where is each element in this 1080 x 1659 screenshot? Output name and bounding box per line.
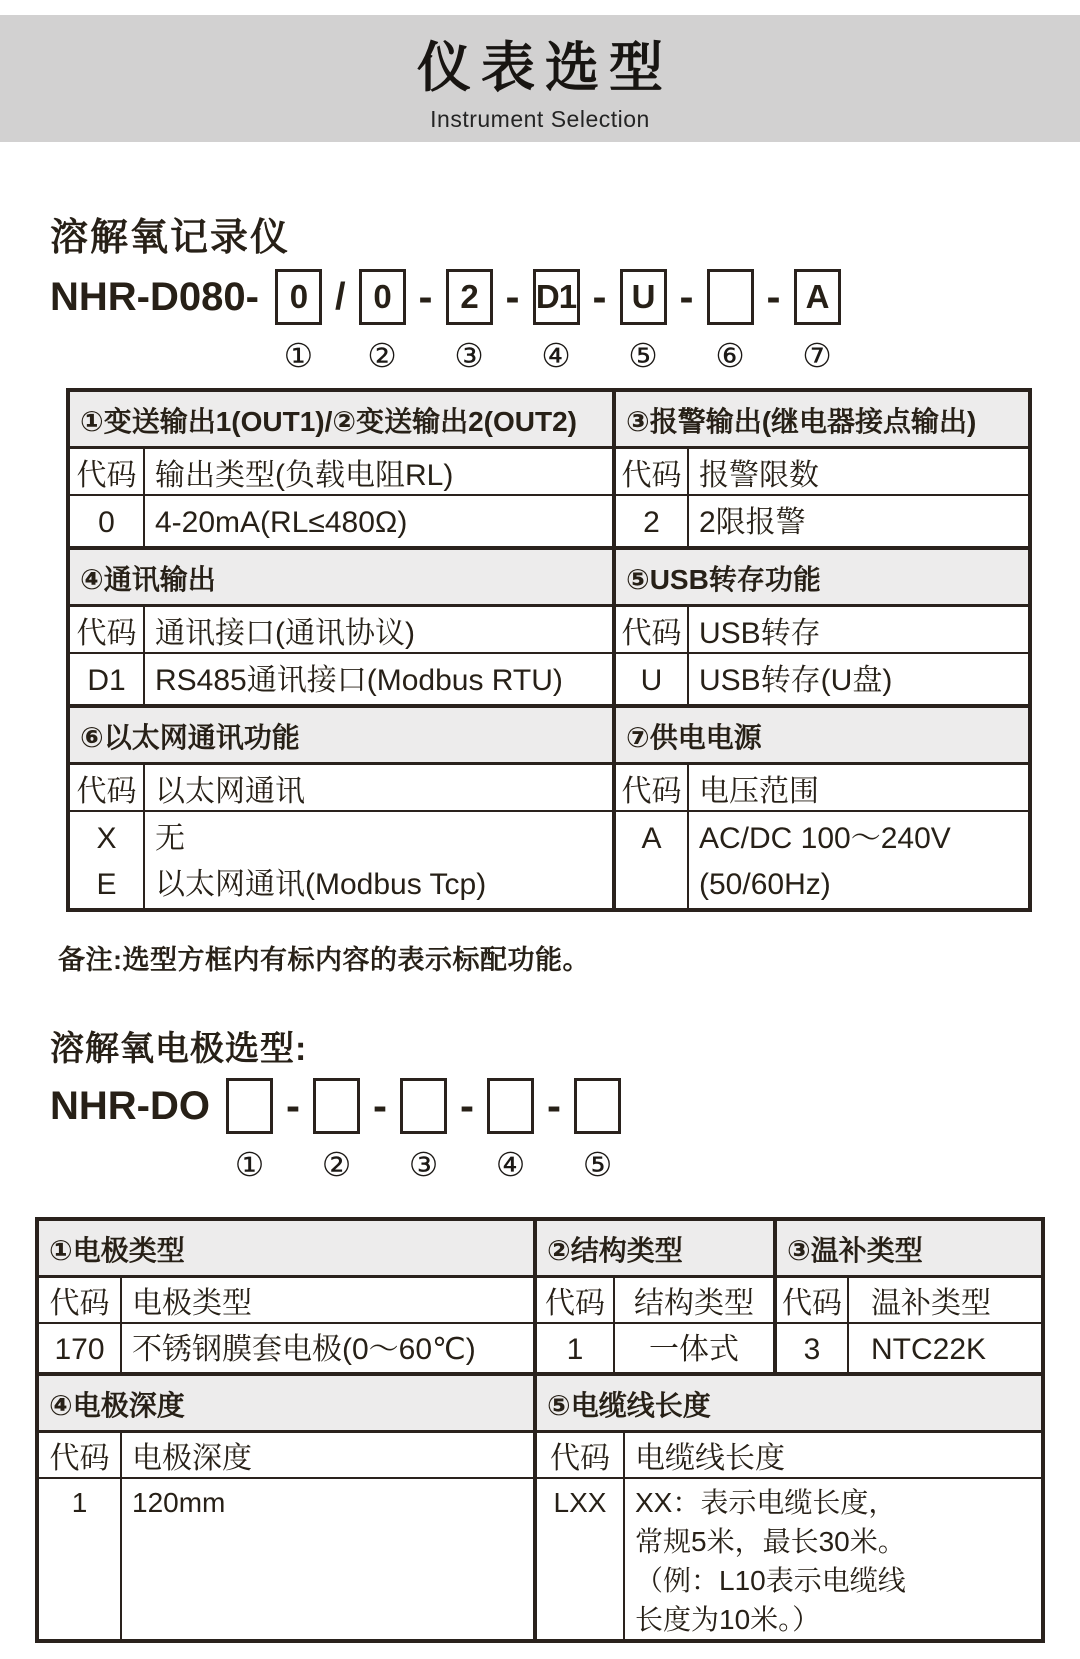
- electrode-model-prefix: NHR-DO: [50, 1084, 210, 1128]
- model-slot-1: [275, 269, 322, 374]
- table1-ethernet-code-x: X: [96, 822, 117, 855]
- table1-out-code: 0: [98, 506, 115, 539]
- table2-temp-comp-desc: NTC22K: [871, 1333, 987, 1366]
- table1-usb-code-col: [616, 654, 689, 704]
- electrode-selection-table: [35, 1217, 1045, 1643]
- table1-row-3: [70, 704, 1028, 908]
- table2-electrode-depth-label-row: [39, 1433, 533, 1479]
- table2-cable-length-desc-col: [625, 1479, 1041, 1639]
- model-box-1: 0: [275, 269, 322, 325]
- table2-structure-type-code: 1: [566, 1333, 584, 1366]
- electrode-slot-4: [487, 1078, 534, 1183]
- model-box-6: [707, 269, 754, 325]
- electrode-box-2: [313, 1078, 360, 1134]
- table1-comm-label-row: [70, 607, 612, 654]
- table2-structure-type-data: [537, 1324, 773, 1372]
- table1-alarm-desc: 2限报警: [699, 506, 806, 539]
- table2-electrode-depth-code: 1: [71, 1487, 88, 1518]
- table2-electrode-type-desc: 不锈钢膜套电极(0～60℃): [132, 1333, 476, 1366]
- table1-section-comm-header: ④通讯输出: [70, 550, 612, 607]
- table1-section-alarm: [612, 392, 1028, 546]
- table1-ethernet-code-e: E: [96, 868, 117, 901]
- table2-section-temp-comp: [773, 1221, 1041, 1372]
- table2-electrode-type-code-col: [39, 1324, 122, 1372]
- table2-structure-type-desc: 一体式: [649, 1333, 739, 1366]
- model-slot-7: [794, 269, 841, 374]
- table2-electrode-type-data: [39, 1324, 533, 1372]
- table1-out-code-col: [70, 496, 145, 546]
- electrode-box-3: [400, 1078, 447, 1134]
- table1-out-data: [70, 496, 612, 546]
- table1-section-comm: [70, 550, 612, 704]
- table2-cable-length-desc: XX：表示电缆长度， 常规5米，最长30米。 （例：L10表示电缆线 长度为10米。）: [635, 1487, 906, 1635]
- recorder-selection-table: [66, 388, 1032, 912]
- model-separator-6: -: [766, 273, 781, 320]
- table1-section-usb-header: ⑤USB转存功能: [616, 550, 1028, 607]
- table2-row-top: [39, 1221, 1041, 1372]
- table1-ethernet-col-label: 以太网通讯: [155, 774, 305, 808]
- model-separator-3: -: [505, 273, 520, 320]
- table2-electrode-type-code: 170: [54, 1333, 105, 1366]
- table2-electrode-type-header: ①电极类型: [39, 1221, 533, 1278]
- table2-cable-length-label-row: [537, 1433, 1041, 1479]
- table1-out-desc-col: [145, 496, 612, 546]
- electrode-num-4: ④: [495, 1145, 526, 1184]
- table1-power-desc-col: [689, 812, 1028, 908]
- table2-electrode-depth-header: ④电极深度: [39, 1376, 533, 1433]
- recorder-model-code: [50, 269, 1080, 374]
- electrode-slot-2: [313, 1078, 360, 1183]
- electrode-separator-1: -: [285, 1082, 300, 1129]
- table1-section-ethernet: [70, 708, 612, 908]
- table1-out-desc: 4-20mA(RL≤480Ω): [155, 506, 408, 539]
- table1-alarm-label-row: [616, 449, 1028, 496]
- table1-section-out-header: ①变送输出1(OUT1)/②变送输出2(OUT2): [70, 392, 612, 449]
- recorder-model-prefix: NHR-D080-: [50, 275, 259, 319]
- code-column-label: 代码: [70, 607, 145, 652]
- model-slot-3: [446, 269, 493, 374]
- electrode-box-5: [574, 1078, 621, 1134]
- model-slot-4: [533, 269, 580, 374]
- electrode-num-1: ①: [234, 1145, 265, 1184]
- table1-power-desc: AC/DC 100～240V (50/60Hz): [699, 822, 951, 901]
- model-num-5: ⑤: [628, 336, 658, 375]
- table1-ethernet-code-col: [70, 812, 145, 908]
- table1-alarm-col-label: 报警限数: [699, 458, 819, 492]
- table1-comm-desc-col: [145, 654, 612, 704]
- electrode-separator-3: -: [459, 1082, 474, 1129]
- model-num-3: ③: [454, 336, 484, 375]
- electrode-num-2: ②: [321, 1145, 352, 1184]
- table2-cable-length-code: LXX: [553, 1487, 607, 1518]
- electrode-box-1: [226, 1078, 273, 1134]
- table1-ethernet-desc-e: 以太网通讯(Modbus Tcp): [155, 868, 487, 901]
- table2-electrode-depth-data: [39, 1479, 533, 1639]
- code-column-label: 代码: [616, 765, 689, 810]
- table2-section-electrode-type: [39, 1221, 533, 1372]
- model-box-2: 0: [359, 269, 406, 325]
- model-num-2: ②: [367, 336, 397, 375]
- code-column-label: 代码: [616, 449, 689, 494]
- table2-electrode-type-desc-col: [122, 1324, 533, 1372]
- table1-alarm-code-col: [616, 496, 689, 546]
- table1-alarm-desc-col: [689, 496, 1028, 546]
- model-num-7: ⑦: [802, 336, 832, 375]
- electrode-title: 溶解氧电极选型:: [50, 1030, 308, 1068]
- table2-electrode-depth-desc: 120mm: [132, 1487, 226, 1518]
- table2-temp-comp-code-col: [777, 1324, 849, 1372]
- table2-structure-type-col-label: 结构类型: [634, 1287, 754, 1320]
- table2-cable-length-header: ⑤电缆线长度: [537, 1376, 1041, 1433]
- table1-section-power-header: ⑦供电电源: [616, 708, 1028, 765]
- code-column-label: 代码: [39, 1433, 122, 1477]
- table1-usb-desc-col: [689, 654, 1028, 704]
- model-num-6: ⑥: [715, 336, 745, 375]
- table2-temp-comp-desc-col: [849, 1324, 1041, 1372]
- table2-temp-comp-label-row: [777, 1278, 1041, 1324]
- table1-power-data: [616, 812, 1028, 908]
- table2-section-cable-length: [533, 1376, 1041, 1639]
- electrode-num-3: ③: [408, 1145, 439, 1184]
- table2-temp-comp-col-label: 温补类型: [871, 1287, 991, 1320]
- table1-section-ethernet-header: ⑥以太网通讯功能: [70, 708, 612, 765]
- electrode-num-5: ⑤: [582, 1145, 613, 1184]
- model-num-4: ④: [541, 336, 571, 375]
- code-column-label: 代码: [616, 607, 689, 652]
- electrode-separator-2: -: [372, 1082, 387, 1129]
- code-column-label: 代码: [537, 1278, 615, 1322]
- table2-cable-length-data: [537, 1479, 1041, 1639]
- table1-out-label-row: [70, 449, 612, 496]
- note-text: 备注:选型方框内有标内容的表示标配功能。: [58, 945, 590, 975]
- table1-power-code-col: [616, 812, 689, 908]
- page-title: 仪表选型: [417, 37, 673, 98]
- recorder-title: 溶解氧记录仪: [50, 217, 291, 259]
- model-separator-4: -: [592, 273, 607, 320]
- table1-power-label-row: [616, 765, 1028, 812]
- code-column-label: 代码: [70, 449, 145, 494]
- model-slot-6: [707, 269, 754, 374]
- table2-structure-type-desc-col: [615, 1324, 773, 1372]
- code-column-label: 代码: [537, 1433, 625, 1477]
- electrode-slot-3: [400, 1078, 447, 1183]
- model-slot-2: [359, 269, 406, 374]
- table2-structure-type-code-col: [537, 1324, 615, 1372]
- table1-usb-data: [616, 654, 1028, 704]
- table1-power-col-label: 电压范围: [699, 774, 819, 808]
- model-box-5: U: [620, 269, 667, 325]
- table1-usb-desc: USB转存(U盘): [699, 664, 893, 697]
- table1-comm-data: [70, 654, 612, 704]
- table1-ethernet-label-row: [70, 765, 612, 812]
- table1-section-alarm-header: ③报警输出(继电器接点输出): [616, 392, 1028, 449]
- code-column-label: 代码: [39, 1278, 122, 1322]
- table1-power-code: A: [641, 822, 662, 855]
- model-box-4: D1: [533, 269, 580, 325]
- table1-ethernet-data: [70, 812, 612, 908]
- code-column-label: 代码: [70, 765, 145, 810]
- table1-section-power: [612, 708, 1028, 908]
- table1-alarm-code: 2: [643, 506, 660, 539]
- electrode-separator-4: -: [546, 1082, 561, 1129]
- table2-cable-length-col-label: 电缆线长度: [635, 1442, 785, 1475]
- model-separator-1: /: [334, 276, 346, 318]
- table1-section-usb: [612, 550, 1028, 704]
- table2-electrode-type-label-row: [39, 1278, 533, 1324]
- model-slot-5: [620, 269, 667, 374]
- table2-cable-length-code-col: [537, 1479, 625, 1639]
- table2-electrode-depth-desc-col: [122, 1479, 533, 1639]
- table2-temp-comp-header: ③温补类型: [777, 1221, 1041, 1278]
- model-box-7: A: [794, 269, 841, 325]
- electrode-model-code: [50, 1078, 1080, 1183]
- table2-electrode-depth-col-label: 电极深度: [132, 1442, 252, 1475]
- table2-temp-comp-code: 3: [803, 1333, 821, 1366]
- table1-section-out: [70, 392, 612, 546]
- table2-electrode-depth-code-col: [39, 1479, 122, 1639]
- electrode-box-4: [487, 1078, 534, 1134]
- model-separator-5: -: [679, 273, 694, 320]
- table1-comm-code: D1: [87, 664, 126, 697]
- model-separator-2: -: [418, 273, 433, 320]
- table2-section-structure-type: [533, 1221, 773, 1372]
- page-subtitle: Instrument Selection: [430, 105, 650, 132]
- table1-comm-col-label: 通讯接口(通讯协议): [155, 616, 415, 650]
- table1-out-col-label: 输出类型(负载电阻RL): [155, 458, 454, 492]
- table2-electrode-type-col-label: 电极类型: [132, 1287, 252, 1320]
- table1-alarm-data: [616, 496, 1028, 546]
- page-banner: [0, 15, 1080, 142]
- model-box-3: 2: [446, 269, 493, 325]
- table1-comm-code-col: [70, 654, 145, 704]
- table1-comm-desc: RS485通讯接口(Modbus RTU): [155, 664, 563, 697]
- table1-usb-col-label: USB转存: [699, 616, 821, 650]
- table2-temp-comp-data: [777, 1324, 1041, 1372]
- table2-structure-type-label-row: [537, 1278, 773, 1324]
- table1-row-2: [70, 546, 1028, 704]
- table2-section-electrode-depth: [39, 1376, 533, 1639]
- table1-ethernet-desc-col: [145, 812, 612, 908]
- electrode-slot-1: [226, 1078, 273, 1183]
- code-column-label: 代码: [777, 1278, 849, 1322]
- electrode-slot-5: [574, 1078, 621, 1183]
- table1-usb-code: U: [640, 664, 663, 697]
- table1-usb-label-row: [616, 607, 1028, 654]
- table1-ethernet-desc-x: 无: [155, 822, 185, 855]
- table2-row-bottom: [39, 1372, 1041, 1639]
- table1-row-1: [70, 392, 1028, 546]
- table2-structure-type-header: ②结构类型: [537, 1221, 773, 1278]
- model-num-1: ①: [283, 336, 314, 375]
